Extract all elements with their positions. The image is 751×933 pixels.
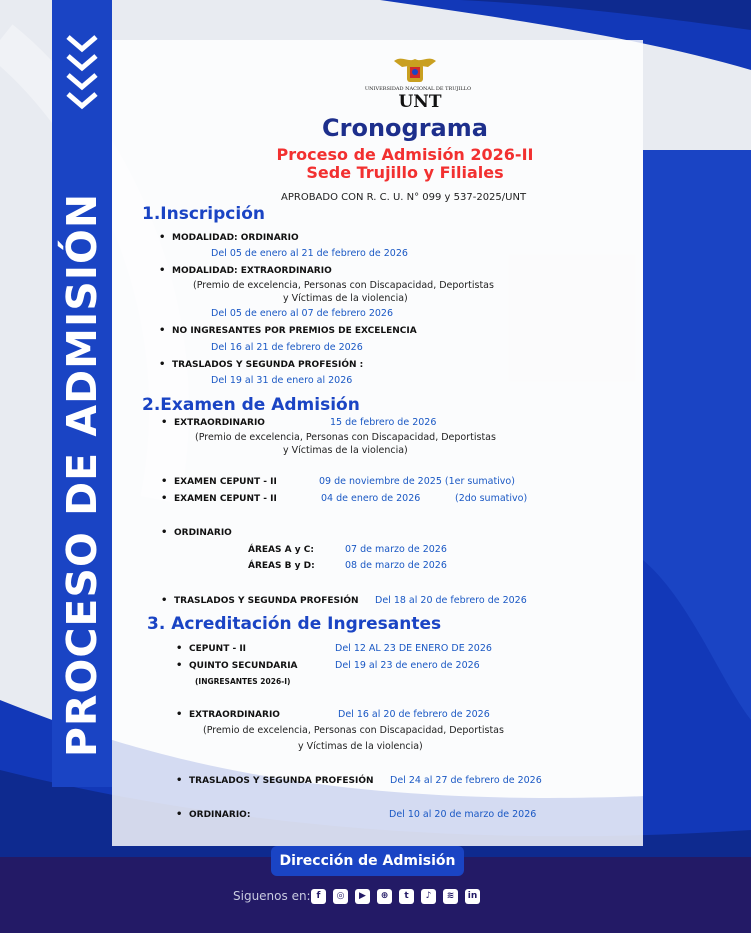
- subtitle-process: Proceso de Admisión 2026-II: [276, 145, 534, 164]
- s1-extra-date: Del 05 de enero al 07 de febrero 2026: [211, 308, 394, 319]
- s3-quinto-note: (INGRESANTES 2026-I): [195, 677, 291, 686]
- university-name: UNIVERSIDAD NACIONAL DE TRUJILLO: [364, 86, 472, 92]
- direccion-admision-button[interactable]: Dirección de Admisión: [271, 846, 464, 876]
- linkedin-icon[interactable]: in: [465, 889, 480, 904]
- s2-extra-note1: (Premio de excelencia, Personas con Discapacidad, Deportistas: [195, 432, 496, 443]
- s1-ordinario-label: • MODALIDAD: ORDINARIO: [172, 233, 299, 243]
- facebook-icon[interactable]: f: [311, 889, 326, 904]
- s3-cep-date: Del 12 AL 23 DE ENERO DE 2026: [335, 643, 492, 654]
- s3-extra-note2: y Víctimas de la violencia): [298, 741, 423, 752]
- s2-ord-label: • ORDINARIO: [174, 528, 232, 538]
- s3-extra-note1: (Premio de excelencia, Personas con Discapacidad, Deportistas: [203, 725, 504, 736]
- s2-cep2-label: • EXAMEN CEPUNT - II: [174, 494, 277, 504]
- s2-tras-label: • TRASLADOS Y SEGUNDA PROFESIÓN: [174, 596, 359, 606]
- s2-areas-bd-label: ÁREAS B y D:: [248, 561, 315, 571]
- web-icon[interactable]: ⊕: [377, 889, 392, 904]
- s3-tras-label: • TRASLADOS Y SEGUNDA PROFESIÓN: [189, 776, 374, 786]
- s3-quinto-date: Del 19 al 23 de enero de 2026: [335, 660, 480, 671]
- s1-noing-label: • NO INGRESANTES POR PREMIOS DE EXCELENCIA: [172, 326, 417, 336]
- page-title: Cronograma: [322, 114, 488, 142]
- s3-extra-label: • EXTRAORDINARIO: [189, 710, 280, 720]
- s3-ord-label: • ORDINARIO:: [189, 810, 250, 820]
- tiktok-icon[interactable]: ♪: [421, 889, 436, 904]
- s2-extra-label: • EXTRAORDINARIO: [174, 418, 265, 428]
- s2-areas-bd-date: 08 de marzo de 2026: [345, 560, 447, 571]
- s3-tras-date: Del 24 al 27 de febrero de 2026: [390, 775, 542, 786]
- s2-cep1-date: 09 de noviembre de 2025 (1er sumativo): [319, 476, 515, 487]
- s1-extra-label: • MODALIDAD: EXTRAORDINARIO: [172, 266, 332, 276]
- s2-cep2-date: 04 de enero de 2026: [321, 493, 421, 504]
- s1-tras-label: • TRASLADOS Y SEGUNDA PROFESIÓN :: [172, 360, 363, 370]
- section-2-heading: 2.Examen de Admisión: [142, 395, 360, 415]
- s2-areas-ac-date: 07 de marzo de 2026: [345, 544, 447, 555]
- s2-areas-ac-label: ÁREAS A y C:: [248, 545, 314, 555]
- s2-extra-note2: y Víctimas de la violencia): [283, 445, 408, 456]
- approval-note: APROBADO CON R. C. U. N° 099 y 537-2025/UNT: [281, 192, 527, 203]
- vertical-title: PROCESO DE ADMISIÓN: [58, 192, 106, 758]
- s1-noing-date: Del 16 al 21 de febrero de 2026: [211, 342, 363, 353]
- s1-extra-note1: (Premio de excelencia, Personas con Discapacidad, Deportistas: [193, 280, 494, 291]
- youtube-icon[interactable]: ▶: [355, 889, 370, 904]
- s2-extra-date: 15 de febrero de 2026: [330, 417, 437, 428]
- instagram-icon[interactable]: ◎: [333, 889, 348, 904]
- s2-cep1-label: • EXAMEN CEPUNT - II: [174, 477, 277, 487]
- follow-us-label: Siguenos en:: [233, 889, 311, 903]
- university-logo: [392, 53, 438, 87]
- s3-extra-date: Del 16 al 20 de febrero de 2026: [338, 709, 490, 720]
- s1-ordinario-date: Del 05 de enero al 21 de febrero de 2026: [211, 248, 408, 259]
- unt-acronym: UNT: [398, 92, 442, 112]
- subtitle-sede: Sede Trujillo y Filiales: [306, 163, 504, 182]
- s3-ord-date: Del 10 al 20 de marzo de 2026: [389, 809, 537, 820]
- chevron-down-icon: [64, 90, 100, 112]
- s3-cep-label: • CEPUNT - II: [189, 644, 246, 654]
- s1-tras-date: Del 19 al 31 de enero al 2026: [211, 375, 353, 386]
- spotify-icon[interactable]: ≋: [443, 889, 458, 904]
- s1-extra-note2: y Víctimas de la violencia): [283, 293, 408, 304]
- section-1-heading: 1.Inscripción: [142, 204, 265, 224]
- s2-cep2-extra: (2do sumativo): [455, 493, 528, 504]
- s3-quinto-label: • QUINTO SECUNDARIA: [189, 661, 298, 671]
- section-3-heading: 3. Acreditación de Ingresantes: [147, 614, 442, 634]
- s2-tras-date: Del 18 al 20 de febrero de 2026: [375, 595, 527, 606]
- twitter-icon[interactable]: t: [399, 889, 414, 904]
